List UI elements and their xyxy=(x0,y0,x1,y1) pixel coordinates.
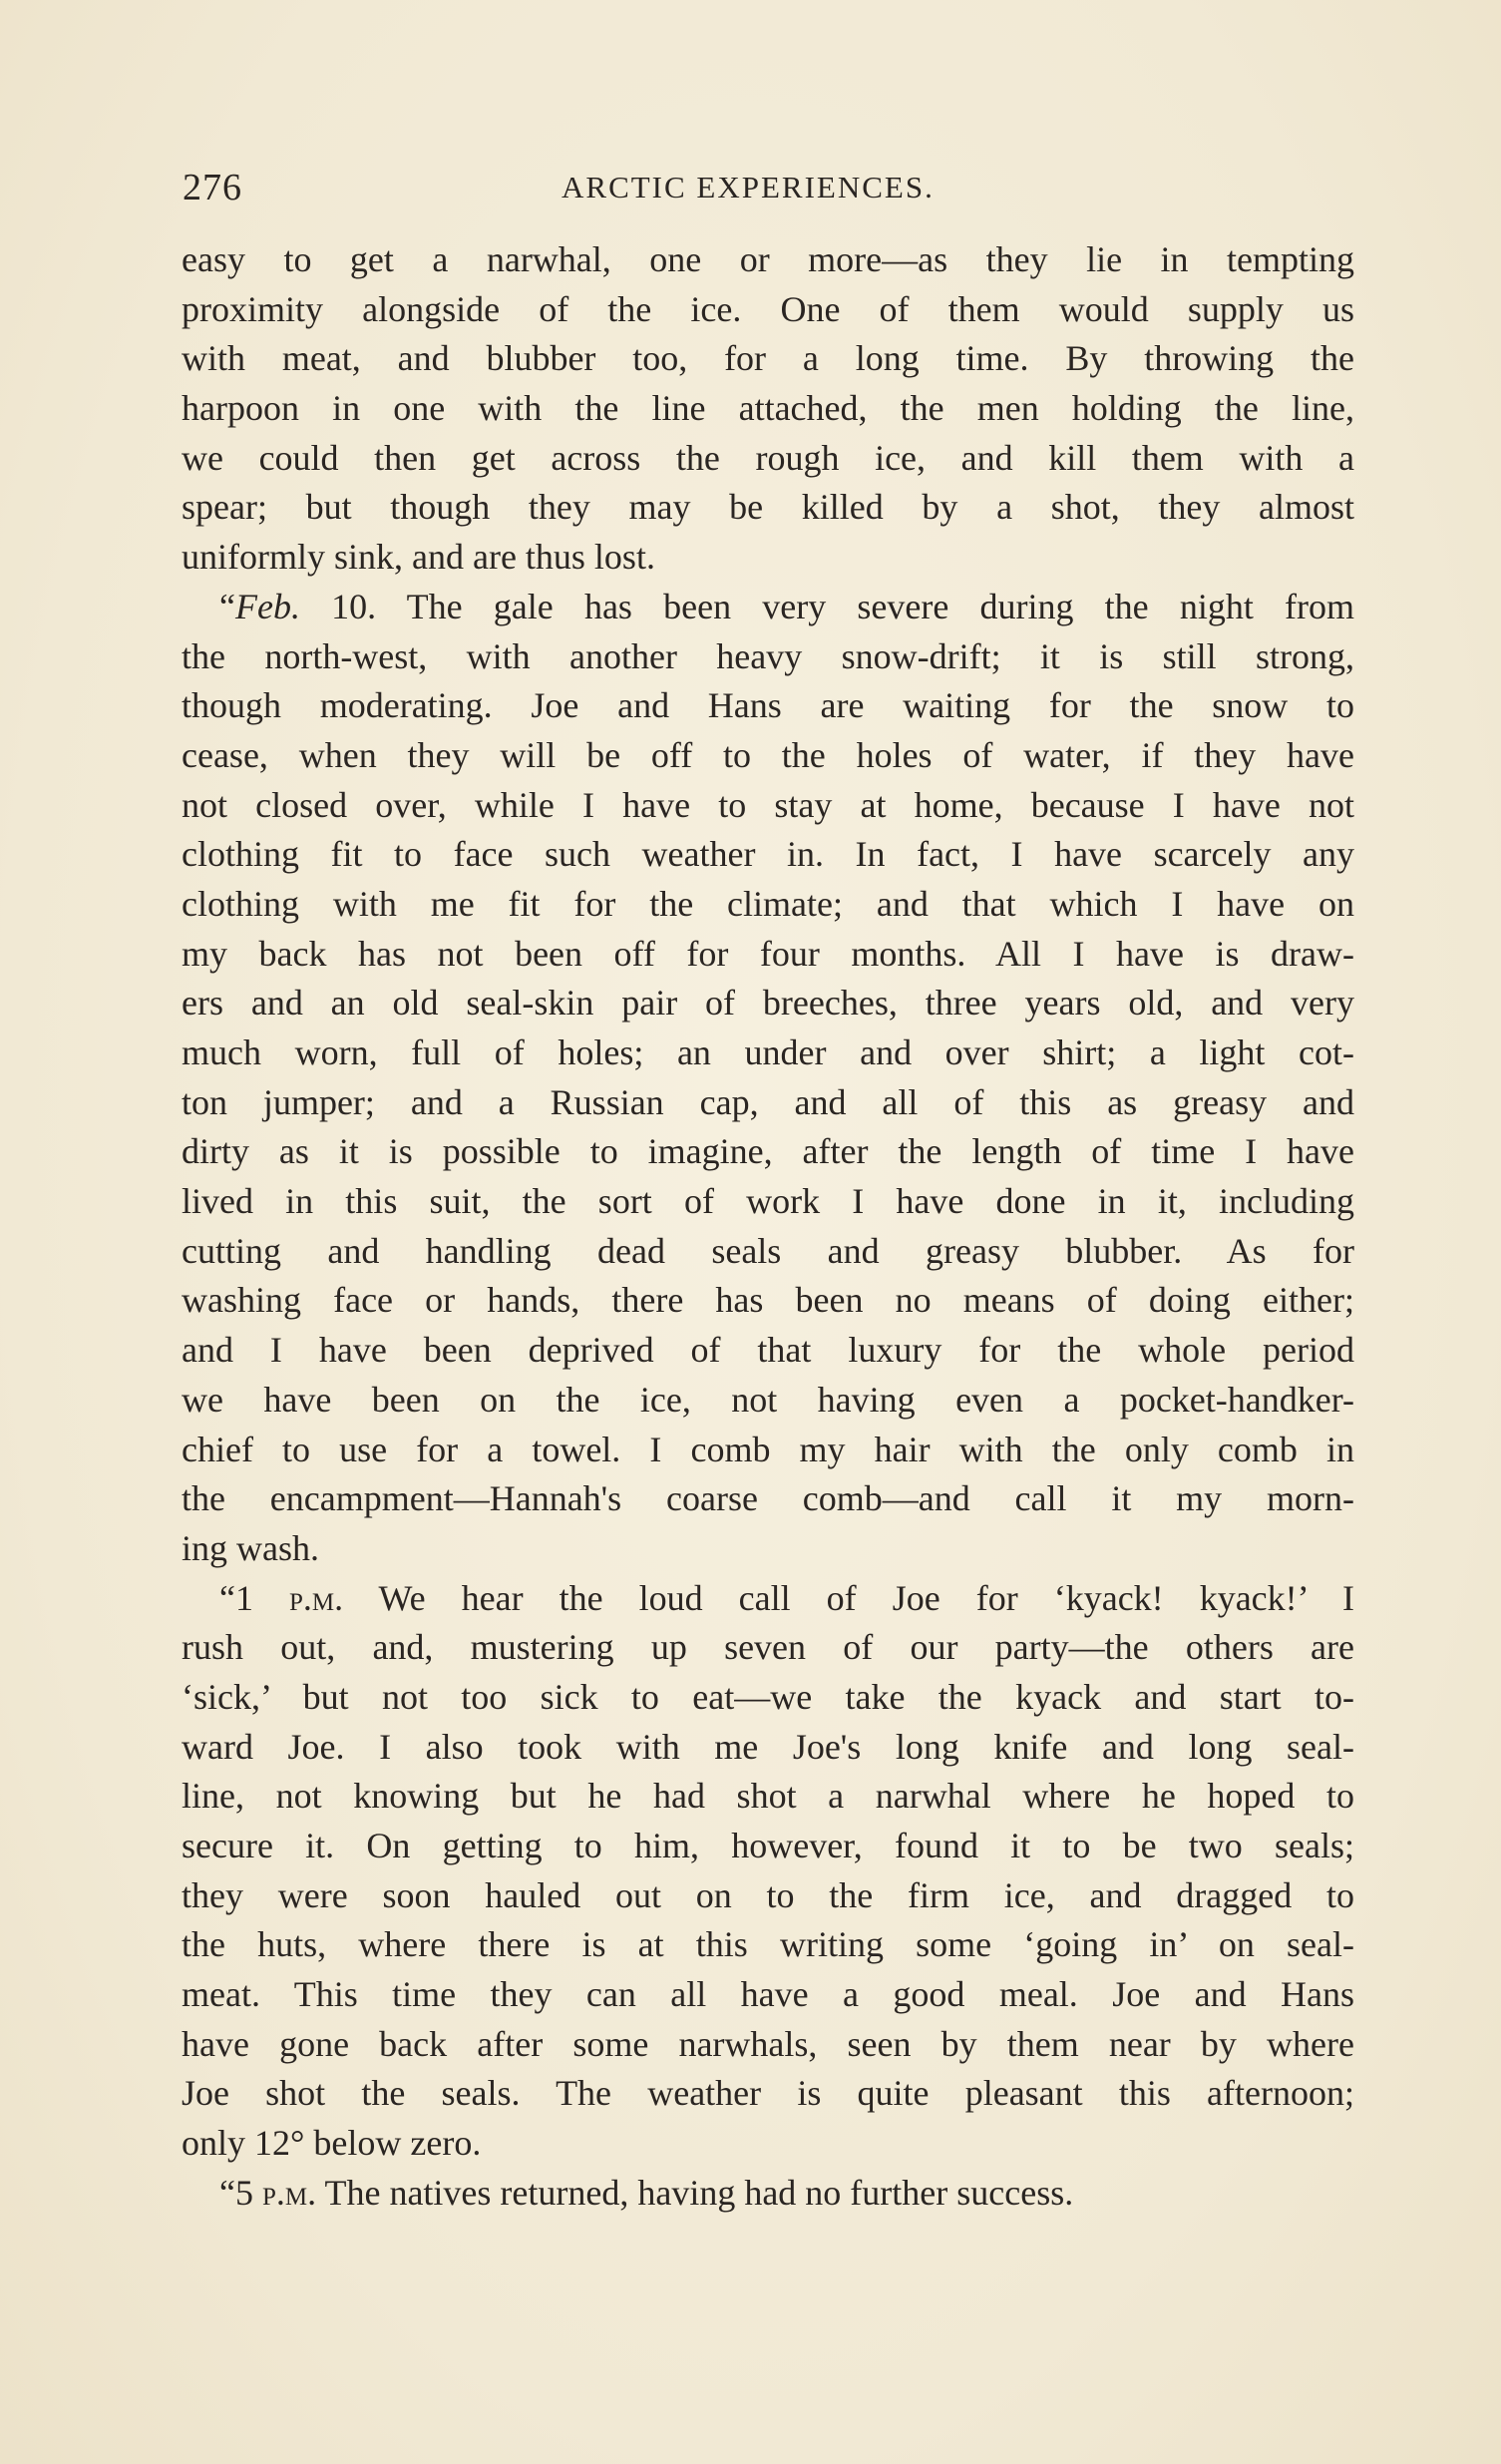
date-entry: Feb. xyxy=(234,586,300,626)
text-line: ton jumper; and a Russian cap, and all of this as greasy and xyxy=(182,1081,1354,1122)
text-line: ‘sick,’ but not too sick to eat—we take the kyack and start to- xyxy=(182,1676,1354,1717)
line-lead: “ xyxy=(219,586,235,626)
text-line: though moderating. Joe and Hans are waiting for the snow to xyxy=(182,685,1354,726)
text-line: line, not knowing but he had shot a narwhal where he hoped to xyxy=(182,1776,1354,1817)
text-line: ing wash. xyxy=(182,1527,319,1568)
text-line: they were soon hauled out on to the firm ice, and dragged to xyxy=(182,1874,1354,1915)
running-head: ARCTIC EXPERIENCES. xyxy=(562,170,935,205)
line-rest: 10. The gale has been very severe during the night from xyxy=(299,586,1354,626)
text-line: we could then get across the rough ice, and kill them with a xyxy=(182,437,1354,478)
text-line: the north-west, with another heavy snow-drift; it is still strong, xyxy=(182,635,1354,676)
text-line: cutting and handling dead seals and greasy blubber. As for xyxy=(182,1230,1354,1271)
page-header xyxy=(183,160,1359,219)
text-line: and I have been deprived of that luxury for the whole period xyxy=(182,1330,1354,1371)
text-line: easy to get a narwhal, one or more—as they lie in tempting xyxy=(182,239,1354,279)
text-line: not closed over, while I have to stay at home, because I have not xyxy=(182,784,1354,825)
text-line: chief to use for a towel. I comb my hair with the only comb in xyxy=(182,1429,1354,1469)
text-line xyxy=(182,2169,1354,2219)
text-line: meat. This time they can all have a good meal. Joe and Hans xyxy=(182,1974,1354,2015)
text-line: uniformly sink, and are thus lost. xyxy=(182,537,655,578)
line-lead: “1 xyxy=(219,1577,290,1618)
text-line: washing face or hands, there has been no means of doing either; xyxy=(182,1280,1354,1321)
text-line: much worn, full of holes; an under and over shirt; a light cot- xyxy=(182,1032,1354,1072)
text-line: spear; but though they may be killed by a shot, they almost xyxy=(182,487,1354,528)
text-line: harpoon in one with the line attached, the men holding the line, xyxy=(182,388,1354,429)
text-line: ward Joe. I also took with me Joe's long knife and long seal- xyxy=(182,1726,1354,1767)
text-line: proximity alongside of the ice. One of them would supply us xyxy=(182,288,1354,329)
time-marker: p.m. xyxy=(261,2172,317,2213)
text-line: dirty as it is possible to imagine, after the length of time I have xyxy=(182,1131,1354,1172)
text-line: clothing with me fit for the climate; and that which I have on xyxy=(182,883,1354,924)
text-line: only 12° below zero. xyxy=(182,2123,482,2164)
text-line: the huts, where there is at this writing some ‘going in’ on seal- xyxy=(182,1924,1354,1965)
line-lead: “5 xyxy=(219,2172,262,2213)
text-line: clothing fit to face such weather in. In fact, I have scarcely any xyxy=(182,834,1354,875)
line-rest: The natives returned, having had no further success. xyxy=(316,2172,1074,2213)
text-line: ers and an old seal-skin pair of breeches, three years old, and very xyxy=(182,983,1354,1024)
text-line: secure it. On getting to him, however, found it to be two seals; xyxy=(182,1826,1354,1865)
text-line: cease, when they will be off to the holes of water, if they have xyxy=(182,734,1354,775)
text-line: Joe shot the seals. The weather is quite pleasant this afternoon; xyxy=(182,2073,1354,2114)
time-marker: p.m. xyxy=(289,1577,344,1618)
text-line: have gone back after some narwhals, seen by them near by where xyxy=(182,2023,1354,2064)
text-line: with meat, and blubber too, for a long time. By throwing the xyxy=(182,338,1354,379)
text-line: lived in this suit, the sort of work I have done in it, including xyxy=(182,1181,1354,1222)
text-line: rush out, and, mustering up seven of our party—the others are xyxy=(182,1627,1354,1668)
text-line: my back has not been off for four months. All I have is draw- xyxy=(182,933,1354,974)
body-text xyxy=(182,235,1354,2219)
line-rest: We hear the loud call of Joe for ‘kyack! kyack!’ I xyxy=(343,1577,1354,1618)
text-line xyxy=(182,583,1354,632)
text-line: we have been on the ice, not having even a pocket-handker- xyxy=(182,1379,1354,1420)
text-line xyxy=(182,1574,1354,1624)
page-number: 276 xyxy=(183,167,242,208)
text-line: the encampment—Hannah's coarse comb—and call it my morn- xyxy=(182,1478,1354,1519)
